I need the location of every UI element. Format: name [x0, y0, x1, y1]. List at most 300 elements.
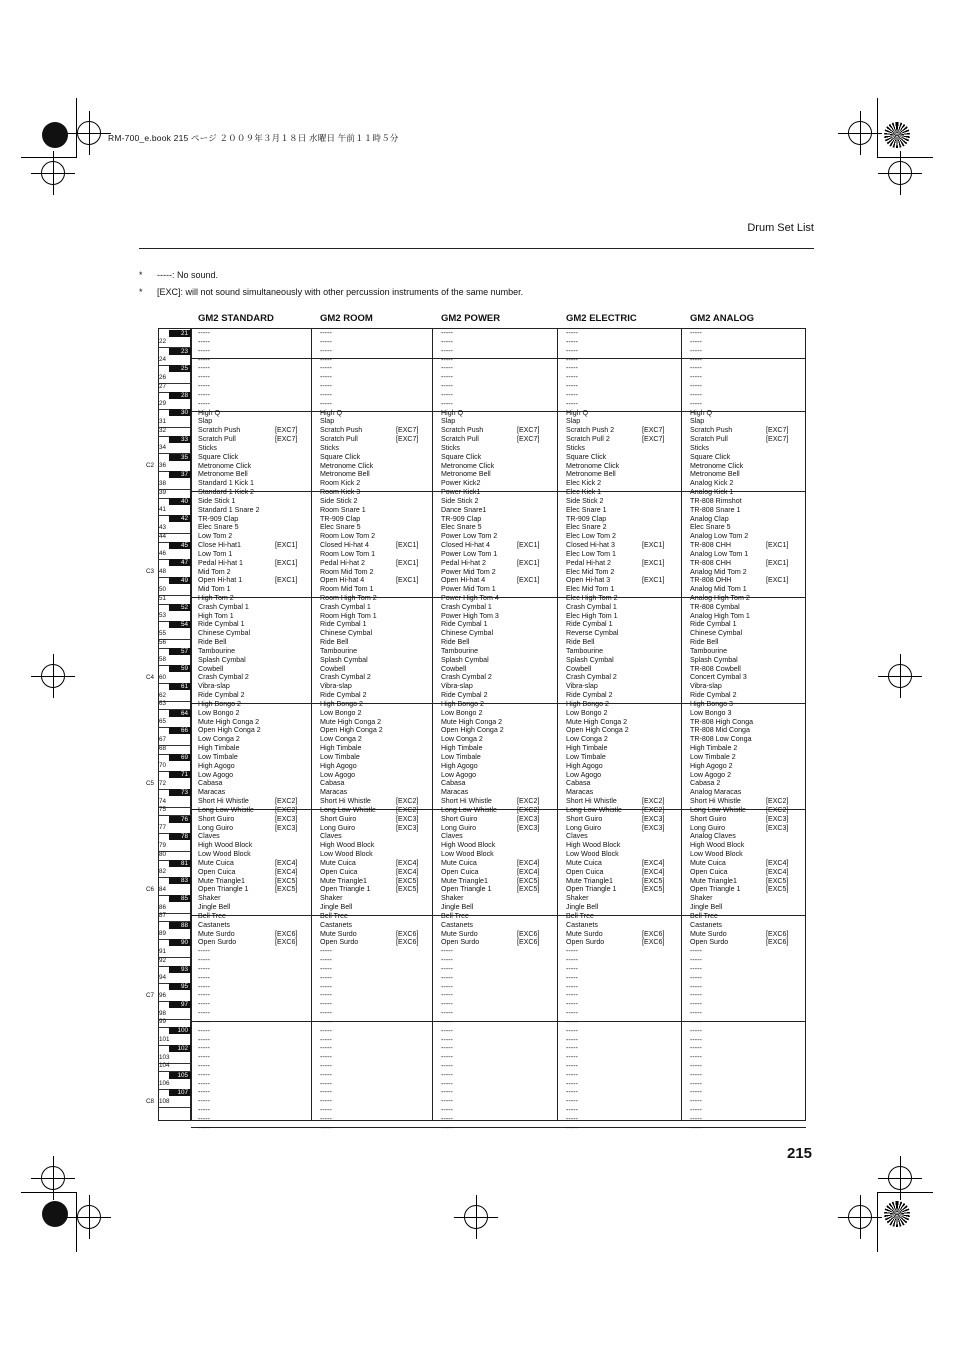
instrument-name: Square Click: [441, 452, 482, 461]
instrument-name: Crash Cymbal 2: [441, 673, 492, 682]
instrument-name: Short Hi Whistle: [566, 797, 617, 806]
instrument-name: Vibra-slap: [198, 682, 230, 691]
exclusive-group-tag: [EXC7]: [642, 435, 665, 444]
instrument-name: Elec Low Tom 1: [566, 549, 616, 558]
instrument-name: Scratch Pull 2: [566, 435, 610, 444]
octave-label: C2: [146, 462, 155, 470]
instrument-name: -----: [441, 382, 453, 391]
instrument-name: Open Triangle 1: [566, 885, 617, 894]
white-key-number: 91: [159, 947, 167, 955]
instrument-name: -----: [566, 355, 578, 364]
instrument-name: Long Guiro: [198, 823, 234, 832]
instrument-name: Ride Cymbal 2: [441, 691, 488, 700]
instrument-name: -----: [320, 1088, 332, 1097]
instrument-name: Claves: [198, 832, 220, 841]
instrument-name: Cabasa: [566, 779, 591, 788]
instrument-name: Crash Cymbal 2: [198, 673, 249, 682]
white-key-number: 58: [159, 656, 167, 664]
instrument-name: Room High Tom 2: [320, 594, 377, 602]
instrument-name: Vibra-slap: [690, 682, 722, 691]
instrument-name: Elec Snare 5: [198, 523, 239, 532]
instrument-name: Analog Clap: [690, 514, 729, 523]
instrument-name: Long Guiro: [320, 823, 356, 832]
white-key-number: 80: [159, 850, 167, 858]
exclusive-group-tag: [EXC2]: [766, 805, 789, 814]
instrument-name: Mute Cuica: [320, 858, 356, 867]
instrument-name: -----: [690, 1114, 702, 1123]
exclusive-group-tag: [EXC3]: [275, 823, 298, 832]
note-exc: [139, 287, 523, 297]
instrument-name: Standard 1 Kick 2: [198, 488, 254, 497]
column-header-room: GM2 ROOM: [320, 313, 373, 324]
exclusive-group-tag: [EXC7]: [766, 435, 789, 444]
instrument-name: Room Kick 2: [320, 479, 361, 488]
instrument-name: High Agogo 2: [690, 761, 733, 770]
exclusive-group-tag: [EXC2]: [642, 805, 665, 814]
white-key-number: 87: [159, 912, 167, 920]
instrument-name: Analog Claves: [690, 832, 736, 841]
exclusive-group-tag: [EXC7]: [517, 426, 540, 435]
instrument-name: -----: [198, 1123, 210, 1132]
instrument-name: -----: [690, 947, 702, 956]
instrument-name: Mute Triangle1: [198, 876, 245, 885]
exclusive-group-tag: [EXC6]: [396, 929, 419, 938]
column-divider: [432, 328, 433, 1121]
instrument-name: Metronome Click: [566, 461, 620, 470]
exclusive-group-tag: [EXC3]: [766, 814, 789, 823]
white-key-number: 68: [159, 744, 167, 752]
instrument-name: Open High Conga 2: [198, 726, 261, 735]
exclusive-group-tag: [EXC7]: [275, 426, 298, 435]
exclusive-group-tag: [EXC4]: [642, 867, 665, 876]
instrument-name: -----: [690, 364, 702, 373]
instrument-name: Long Guiro: [690, 823, 726, 832]
instrument-name: Scratch Push 2: [566, 426, 615, 435]
instrument-name: Open Triangle 1: [441, 885, 492, 894]
instrument-name: Sticks: [320, 443, 339, 452]
instrument-name: TR-808 Rimshot: [690, 496, 742, 505]
black-key: 23: [169, 348, 191, 355]
instrument-name: Open Surdo: [690, 938, 729, 947]
white-key-number: 48: [159, 568, 167, 575]
octave-label: C5: [146, 780, 155, 788]
instrument-name: Crash Cymbal 1: [198, 602, 249, 611]
instrument-name: Power Mid Tom 2: [441, 567, 496, 576]
instrument-name: Analog Kick 1: [690, 488, 734, 497]
instrument-name: Close Hi-hat1: [198, 541, 241, 550]
black-key: 57: [169, 648, 191, 655]
instrument-name: Castanets: [320, 920, 352, 929]
instrument-name: Elec Low Tom 2: [566, 532, 616, 541]
instrument-name: Bell Tree: [198, 911, 226, 920]
black-key: 93: [169, 966, 191, 973]
note-no-sound: [139, 270, 218, 280]
instrument-name: Side Stick 2: [566, 496, 604, 505]
instrument-name: Cabasa: [320, 779, 345, 788]
instrument-name: Ride Cymbal 1: [198, 620, 245, 629]
instrument-name: High Q: [198, 408, 221, 417]
exclusive-group-tag: [EXC1]: [275, 541, 298, 550]
instrument-name: Pedal Hi-hat 2: [320, 558, 365, 567]
instrument-name: -----: [690, 1009, 702, 1017]
instrument-name: -----: [441, 1123, 453, 1132]
instrument-name: Jingle Bell: [320, 903, 353, 912]
instrument-name: Chinese Cymbal: [320, 629, 373, 638]
instrument-name: Low Bongo 3: [690, 708, 732, 717]
instrument-name: Mute High Conga 2: [441, 717, 503, 726]
instrument-name: Cowbell: [566, 664, 592, 673]
instrument-name: Ride Cymbal 2: [690, 691, 737, 700]
instrument-name: -----: [690, 1000, 702, 1009]
instrument-name: High Agogo: [320, 761, 357, 770]
instrument-name: Cowbell: [441, 664, 467, 673]
instrument-name: Elec High Tom 2: [566, 594, 618, 602]
instrument-name: Room Mid Tom 1: [320, 585, 374, 594]
instrument-name: -----: [198, 956, 210, 965]
note-text: [EXC]: will not sound simultaneously with other percussion instruments of the same number.: [157, 287, 524, 297]
instrument-name: Splash Cymbal: [320, 655, 368, 664]
instrument-name: -----: [690, 355, 702, 364]
instrument-name: -----: [441, 1053, 453, 1062]
instrument-name: -----: [566, 1009, 578, 1017]
instrument-name: -----: [566, 982, 578, 991]
instrument-name: -----: [690, 1035, 702, 1044]
instrument-name: Elec Snare 1: [566, 505, 607, 514]
instrument-name: Side Stick 2: [320, 496, 358, 505]
instrument-name: Long Guiro: [566, 823, 602, 832]
instrument-name: Metronome Click: [198, 461, 252, 470]
black-key: 66: [169, 727, 191, 734]
exclusive-group-tag: [EXC5]: [396, 876, 419, 885]
instrument-name: Bell Tree: [320, 911, 348, 920]
instrument-name: -----: [320, 956, 332, 965]
black-key: 42: [169, 515, 191, 522]
instrument-name: Scratch Push: [320, 426, 363, 435]
instrument-name: Power Mid Tom 1: [441, 585, 496, 594]
instrument-name: -----: [690, 1088, 702, 1097]
instrument-name: -----: [198, 964, 210, 973]
exclusive-group-tag: [EXC7]: [275, 435, 298, 444]
black-key: 35: [169, 454, 191, 461]
instrument-name: -----: [198, 1079, 210, 1088]
instrument-name: Low Timbale: [320, 752, 360, 761]
instrument-name: -----: [198, 382, 210, 391]
instrument-name: -----: [690, 1053, 702, 1062]
exclusive-group-tag: [EXC3]: [642, 823, 665, 832]
instrument-name: -----: [566, 1088, 578, 1097]
instrument-name: Open Cuica: [566, 867, 604, 876]
white-key-number: 51: [159, 594, 167, 602]
instrument-name: Elec Snare 2: [566, 523, 607, 532]
instrument-name: Low Timbale: [198, 752, 238, 761]
instrument-name: Mute High Conga 2: [198, 717, 260, 726]
white-key-edge: [158, 1107, 191, 1108]
instrument-name: -----: [690, 1061, 702, 1070]
instrument-name: TR-808 CHH: [690, 558, 731, 567]
instrument-name: -----: [690, 1123, 702, 1132]
instrument-name: Cowbell: [320, 664, 346, 673]
instrument-name: Long Low Whistle: [441, 805, 497, 814]
instrument-name: Scratch Pull: [320, 435, 358, 444]
instrument-name: Mute High Conga 2: [566, 717, 628, 726]
instrument-name: Square Click: [566, 452, 607, 461]
instrument-name: Metronome Click: [441, 461, 495, 470]
instrument-name: Pedal Hi-hat 2: [441, 558, 486, 567]
instrument-name: Short Hi Whistle: [198, 797, 249, 806]
instrument-name: Shaker: [566, 894, 589, 903]
black-key: 85: [169, 895, 191, 902]
instrument-name: -----: [441, 364, 453, 373]
instrument-name: Splash Cymbal: [566, 655, 614, 664]
white-key-number: 34: [159, 444, 167, 452]
white-key-number: 43: [159, 523, 167, 531]
instrument-name: Sticks: [198, 443, 217, 452]
instrument-name: Shaker: [198, 894, 221, 903]
instrument-name: Open Surdo: [566, 938, 605, 947]
white-key-number: 56: [159, 638, 167, 646]
instrument-name: -----: [441, 1079, 453, 1088]
instrument-name: -----: [441, 346, 453, 355]
instrument-name: Shaker: [690, 894, 713, 903]
instrument-name: Low Agogo 2: [690, 770, 732, 779]
exclusive-group-tag: [EXC3]: [642, 814, 665, 823]
black-key: 81: [169, 860, 191, 867]
instrument-name: Splash Cymbal: [690, 655, 738, 664]
instrument-name: Open Hi-hat 3: [566, 576, 611, 585]
instrument-name: Low Timbale: [566, 752, 606, 761]
instrument-name: -----: [198, 1114, 210, 1123]
instrument-name: -----: [566, 956, 578, 965]
black-key: 33: [169, 436, 191, 443]
instrument-name: High Q: [566, 408, 589, 417]
instrument-name: High Wood Block: [441, 841, 496, 850]
instrument-name: Closed Hi-hat 4: [441, 541, 490, 550]
instrument-name: -----: [320, 1061, 332, 1070]
instrument-name: Tambourine: [198, 646, 236, 655]
instrument-name: Low Agogo: [441, 770, 477, 779]
white-key-number: 89: [159, 930, 167, 938]
octave-label: C7: [146, 992, 155, 1000]
instrument-name: -----: [566, 1114, 578, 1123]
black-key: 88: [169, 922, 191, 929]
instrument-name: Slap: [198, 417, 213, 426]
instrument-name: TR-909 Clap: [441, 514, 482, 523]
exclusive-group-tag: [EXC1]: [517, 558, 540, 567]
white-key-number: 55: [159, 629, 167, 637]
instrument-name: -----: [566, 1123, 578, 1132]
exclusive-group-tag: [EXC4]: [766, 858, 789, 867]
instrument-name: Vibra-slap: [441, 682, 473, 691]
instrument-name: Mute Triangle1: [441, 876, 488, 885]
exclusive-group-tag: [EXC1]: [275, 576, 298, 585]
instrument-name: Ride Bell: [320, 638, 349, 647]
white-key-number: 38: [159, 479, 167, 487]
instrument-name: Analog Mid Tom 1: [690, 585, 747, 594]
instrument-name: Cowbell: [198, 664, 224, 673]
instrument-name: TR-808 Cymbal: [690, 602, 740, 611]
registration-sun-icon: [884, 122, 910, 148]
instrument-name: -----: [690, 373, 702, 382]
exclusive-group-tag: [EXC4]: [517, 858, 540, 867]
black-key: 59: [169, 665, 191, 672]
exclusive-group-tag: [EXC7]: [642, 426, 665, 435]
page-number: 215: [787, 1145, 813, 1162]
instrument-name: TR-909 Clap: [566, 514, 607, 523]
instrument-name: -----: [198, 355, 210, 364]
exclusive-group-tag: [EXC1]: [275, 558, 298, 567]
exclusive-group-tag: [EXC1]: [396, 541, 419, 550]
instrument-name: Dance Snare1: [441, 505, 487, 514]
white-key-number: 74: [159, 797, 167, 805]
instrument-name: Cabasa: [198, 779, 223, 788]
note-bullet: *: [139, 287, 143, 297]
instrument-name: Ride Cymbal 2: [320, 691, 367, 700]
instrument-name: -----: [566, 373, 578, 382]
exclusive-group-tag: [EXC5]: [396, 885, 419, 894]
instrument-name: -----: [566, 390, 578, 399]
instrument-name: Slap: [566, 417, 581, 426]
instrument-name: Analog Kick 2: [690, 479, 734, 488]
column-header-standard: GM2 STANDARD: [198, 313, 274, 324]
instrument-name: Splash Cymbal: [198, 655, 246, 664]
instrument-name: Metronome Bell: [198, 470, 248, 479]
instrument-name: -----: [441, 956, 453, 965]
instrument-name: Low Tom 1: [198, 549, 233, 558]
instrument-name: Scratch Pull: [690, 435, 728, 444]
exclusive-group-tag: [EXC6]: [517, 938, 540, 947]
instrument-name: Jingle Bell: [198, 903, 231, 912]
octave-divider: [191, 411, 806, 412]
black-key: 78: [169, 833, 191, 840]
exclusive-group-tag: [EXC6]: [396, 938, 419, 947]
instrument-name: -----: [690, 329, 702, 338]
instrument-name: -----: [690, 1070, 702, 1079]
instrument-name: -----: [566, 1035, 578, 1044]
exclusive-group-tag: [EXC6]: [517, 929, 540, 938]
column-header-power: GM2 POWER: [441, 313, 501, 324]
instrument-name: Cabasa 2: [690, 779, 721, 788]
exclusive-group-tag: [EXC3]: [396, 814, 419, 823]
instrument-name: High Bongo 3: [690, 699, 733, 708]
black-key: 61: [169, 683, 191, 690]
instrument-name: Metronome Click: [690, 461, 744, 470]
exclusive-group-tag: [EXC5]: [517, 876, 540, 885]
instrument-name: Square Click: [690, 452, 731, 461]
exclusive-group-tag: [EXC1]: [642, 576, 665, 585]
exclusive-group-tag: [EXC4]: [275, 867, 298, 876]
instrument-name: TR-808 Low Conga: [690, 735, 752, 744]
exclusive-group-tag: [EXC4]: [275, 858, 298, 867]
instrument-name: Open Hi-hat 4: [441, 576, 486, 585]
instrument-name: Open Cuica: [441, 867, 479, 876]
white-key-number: 79: [159, 841, 167, 849]
instrument-name: -----: [198, 1061, 210, 1070]
section-title: Drum Set List: [747, 222, 814, 234]
instrument-name: Castanets: [566, 920, 598, 929]
instrument-name: -----: [566, 1044, 578, 1053]
column-divider: [681, 328, 682, 1121]
black-key: 49: [169, 577, 191, 584]
exclusive-group-tag: [EXC2]: [396, 797, 419, 806]
instrument-name: -----: [198, 1009, 210, 1017]
instrument-name: Ride Cymbal 2: [566, 691, 613, 700]
instrument-name: Ride Bell: [690, 638, 719, 647]
exclusive-group-tag: [EXC5]: [275, 876, 298, 885]
black-key: 90: [169, 939, 191, 946]
exclusive-group-tag: [EXC7]: [396, 426, 419, 435]
instrument-name: Sticks: [566, 443, 585, 452]
instrument-name: Concert Cymbal 3: [690, 673, 747, 682]
exclusive-group-tag: [EXC5]: [642, 885, 665, 894]
exclusive-group-tag: [EXC2]: [517, 805, 540, 814]
black-key: 83: [169, 877, 191, 884]
instrument-name: -----: [198, 1026, 210, 1035]
white-key-number: 101: [159, 1036, 170, 1043]
instrument-name: Ride Bell: [441, 638, 470, 647]
instrument-name: -----: [198, 982, 210, 991]
instrument-name: Standard 1 Kick 1: [198, 479, 254, 488]
instrument-name: Short Guiro: [566, 814, 603, 823]
instrument-name: Mute Triangle1: [690, 876, 737, 885]
black-key: 73: [169, 789, 191, 796]
exclusive-group-tag: [EXC2]: [275, 805, 298, 814]
instrument-name: Bell Tree: [441, 911, 469, 920]
exclusive-group-tag: [EXC1]: [517, 541, 540, 550]
white-key-number: 29: [159, 400, 167, 408]
instrument-name: -----: [320, 1097, 332, 1106]
instrument-name: Analog High Tom 2: [690, 594, 750, 602]
book-info: RM-700_e.book 215 ページ ２００９年３月１８日 水曜日 午前１１時５分: [108, 133, 399, 143]
instrument-name: -----: [566, 1097, 578, 1106]
instrument-name: High Wood Block: [566, 841, 621, 850]
instrument-name: Pedal Hi-hat 2: [566, 558, 611, 567]
instrument-name: Standard 1 Snare 2: [198, 505, 260, 514]
white-key-number: 32: [159, 426, 167, 434]
instrument-name: High Q: [320, 408, 343, 417]
white-key-number: 60: [159, 673, 167, 681]
white-key-number: 77: [159, 824, 167, 832]
instrument-name: Low Bongo 2: [198, 708, 240, 717]
instrument-name: Open Cuica: [320, 867, 358, 876]
exclusive-group-tag: [EXC7]: [517, 435, 540, 444]
instrument-name: -----: [320, 947, 332, 956]
instrument-name: Low Conga 2: [198, 735, 240, 744]
instrument-name: Castanets: [690, 920, 722, 929]
instrument-name: -----: [690, 1106, 702, 1115]
instrument-name: -----: [441, 1000, 453, 1009]
instrument-name: Maracas: [198, 788, 226, 797]
exclusive-group-tag: [EXC7]: [396, 435, 419, 444]
exclusive-group-tag: [EXC6]: [275, 929, 298, 938]
instrument-name: Open High Conga 2: [566, 726, 629, 735]
instrument-name: Crash Cymbal 1: [441, 602, 492, 611]
instrument-name: -----: [441, 355, 453, 364]
white-key-number: 53: [159, 612, 167, 620]
exclusive-group-tag: [EXC5]: [766, 876, 789, 885]
instrument-name: -----: [320, 1000, 332, 1009]
instrument-name: -----: [441, 399, 453, 408]
instrument-name: Low Bongo 2: [320, 708, 362, 717]
black-key: 45: [169, 542, 191, 549]
instrument-name: Low Wood Block: [690, 850, 743, 859]
instrument-name: Mute Cuica: [566, 858, 602, 867]
instrument-name: -----: [566, 1061, 578, 1070]
instrument-name: High Timbale: [198, 744, 240, 753]
instrument-name: High Timbale: [566, 744, 608, 753]
white-key-number: 65: [159, 718, 167, 726]
instrument-name: Slap: [320, 417, 335, 426]
instrument-name: Cabasa: [441, 779, 466, 788]
